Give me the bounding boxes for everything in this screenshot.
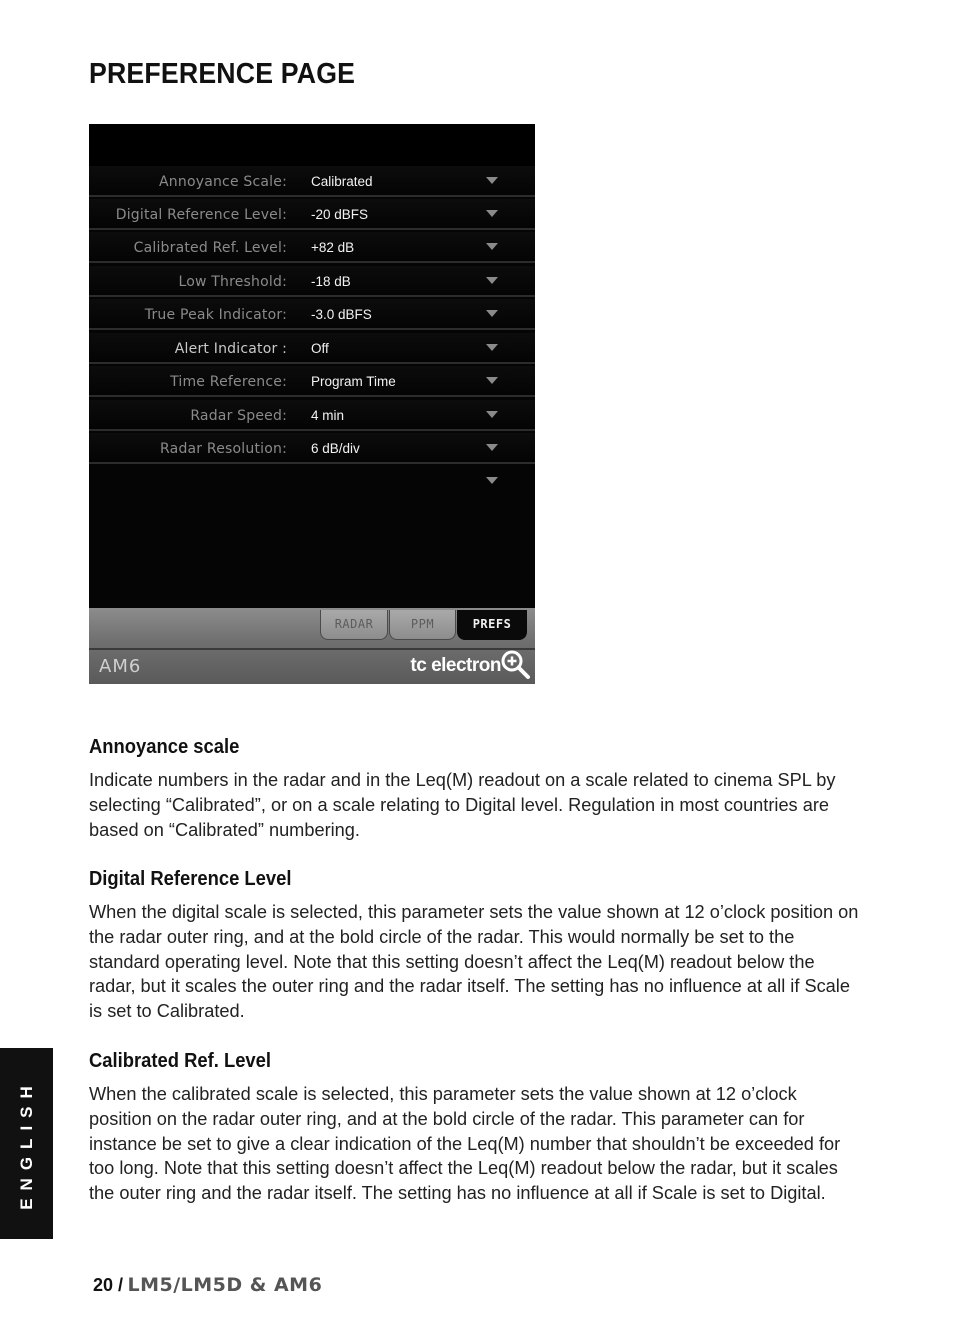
pref-row-radar-resolution[interactable]	[89, 433, 535, 464]
pref-label: Alert Indicator :	[174, 341, 287, 357]
pref-value[interactable]: Program Time	[311, 374, 396, 389]
pref-label: Radar Speed:	[190, 408, 287, 424]
chevron-down-icon[interactable]	[486, 210, 498, 217]
language-side-tab	[0, 1048, 53, 1239]
model-label: AM6	[99, 656, 142, 677]
chevron-down-icon[interactable]	[486, 344, 498, 351]
pref-label: Annoyance Scale:	[159, 174, 287, 190]
chevron-down-icon[interactable]	[486, 277, 498, 284]
page-title: PREFERENCE PAGE	[89, 58, 356, 90]
section-heading-digital-reference-level: Digital Reference Level	[89, 868, 292, 890]
pref-value[interactable]: -3.0 dBFS	[311, 307, 372, 322]
device-top-bar	[89, 124, 535, 167]
pref-value[interactable]: -20 dBFS	[311, 207, 369, 222]
section-heading-calibrated-ref-level: Calibrated Ref. Level	[89, 1050, 272, 1072]
product-name: LM5/LM5D & AM6	[127, 1274, 323, 1296]
pref-label: Calibrated Ref. Level:	[133, 240, 287, 256]
pref-row-empty[interactable]	[89, 466, 535, 497]
tab-ppm[interactable]: PPM	[389, 610, 456, 640]
pref-row-calibrated-ref-level[interactable]	[89, 232, 535, 263]
pref-row-radar-speed[interactable]	[89, 400, 535, 431]
tab-radar[interactable]: RADAR	[320, 610, 388, 640]
section-body-digital-reference-level: When the digital scale is selected, this parameter sets the value shown at 12 o’clock position on the radar outer ring, and at the bold circle of the radar. This would normally be set to the standard operating level. Note that this setting doesn’t affect the Leq(M) readout below the radar, but it scales the outer ring and the radar itself. The setting has no influence at all if Scale is set to Calibrated.	[89, 902, 859, 1022]
section-body-calibrated-ref-level: When the calibrated scale is selected, this parameter sets the value shown at 12 o’clock position on the radar outer ring, and at the bold circle of the radar. This parameter can for instance be set to give a clear indication of the Leq(M) number that shouldn’t be exceeded for too long. Note that this setting doesn’t affect the Leq(M) readout below the radar, but it scales the outer ring and the radar itself. The setting has no influence at all if Scale is set to Digital.	[89, 1084, 841, 1204]
page-footer	[93, 1274, 322, 1296]
chevron-down-icon[interactable]	[486, 411, 498, 418]
pref-label: Time Reference:	[170, 374, 287, 390]
pref-value[interactable]: -18 dB	[311, 274, 351, 289]
pref-row-time-reference[interactable]	[89, 366, 535, 397]
pref-label: Digital Reference Level:	[115, 207, 287, 223]
section-heading-annoyance-scale: Annoyance scale	[89, 736, 240, 758]
brand-logo: tc electron	[410, 655, 501, 676]
device-bottom-bar	[89, 608, 535, 684]
pref-row-alert-indicator[interactable]	[89, 333, 535, 364]
section-body-annoyance-scale: Indicate numbers in the radar and in the Leq(M) readout on a scale related to cinema SPL by selecting “Calibrated”, or on a scale relating to Digital level. Regulation in most countries are based on “Calibrated” numbering.	[89, 770, 836, 840]
pref-label: Radar Resolution:	[160, 441, 287, 457]
page-number: 20 /	[93, 1275, 124, 1295]
pref-value[interactable]: Off	[311, 341, 329, 356]
chevron-down-icon[interactable]	[486, 243, 498, 250]
chevron-down-icon[interactable]	[486, 177, 498, 184]
chevron-down-icon[interactable]	[486, 477, 498, 484]
pref-row-annoyance-scale[interactable]	[89, 166, 535, 197]
pref-row-true-peak-indicator[interactable]	[89, 299, 535, 330]
pref-row-digital-reference-level[interactable]	[89, 199, 535, 230]
pref-value[interactable]: 4 min	[311, 408, 345, 423]
device-screenshot	[89, 124, 535, 684]
pref-value[interactable]: 6 dB/div	[311, 441, 360, 456]
language-label: ENGLISH	[16, 1077, 36, 1210]
zoom-in-icon[interactable]	[499, 648, 531, 680]
pref-value[interactable]: +82 dB	[311, 240, 355, 255]
chevron-down-icon[interactable]	[486, 310, 498, 317]
pref-row-low-threshold[interactable]	[89, 266, 535, 297]
chevron-down-icon[interactable]	[486, 444, 498, 451]
chevron-down-icon[interactable]	[486, 377, 498, 384]
pref-value[interactable]: Calibrated	[311, 174, 373, 189]
tab-prefs[interactable]: PREFS	[457, 610, 527, 640]
bottom-divider	[89, 648, 535, 650]
pref-label: Low Threshold:	[178, 274, 287, 290]
pref-label: True Peak Indicator:	[144, 307, 287, 323]
